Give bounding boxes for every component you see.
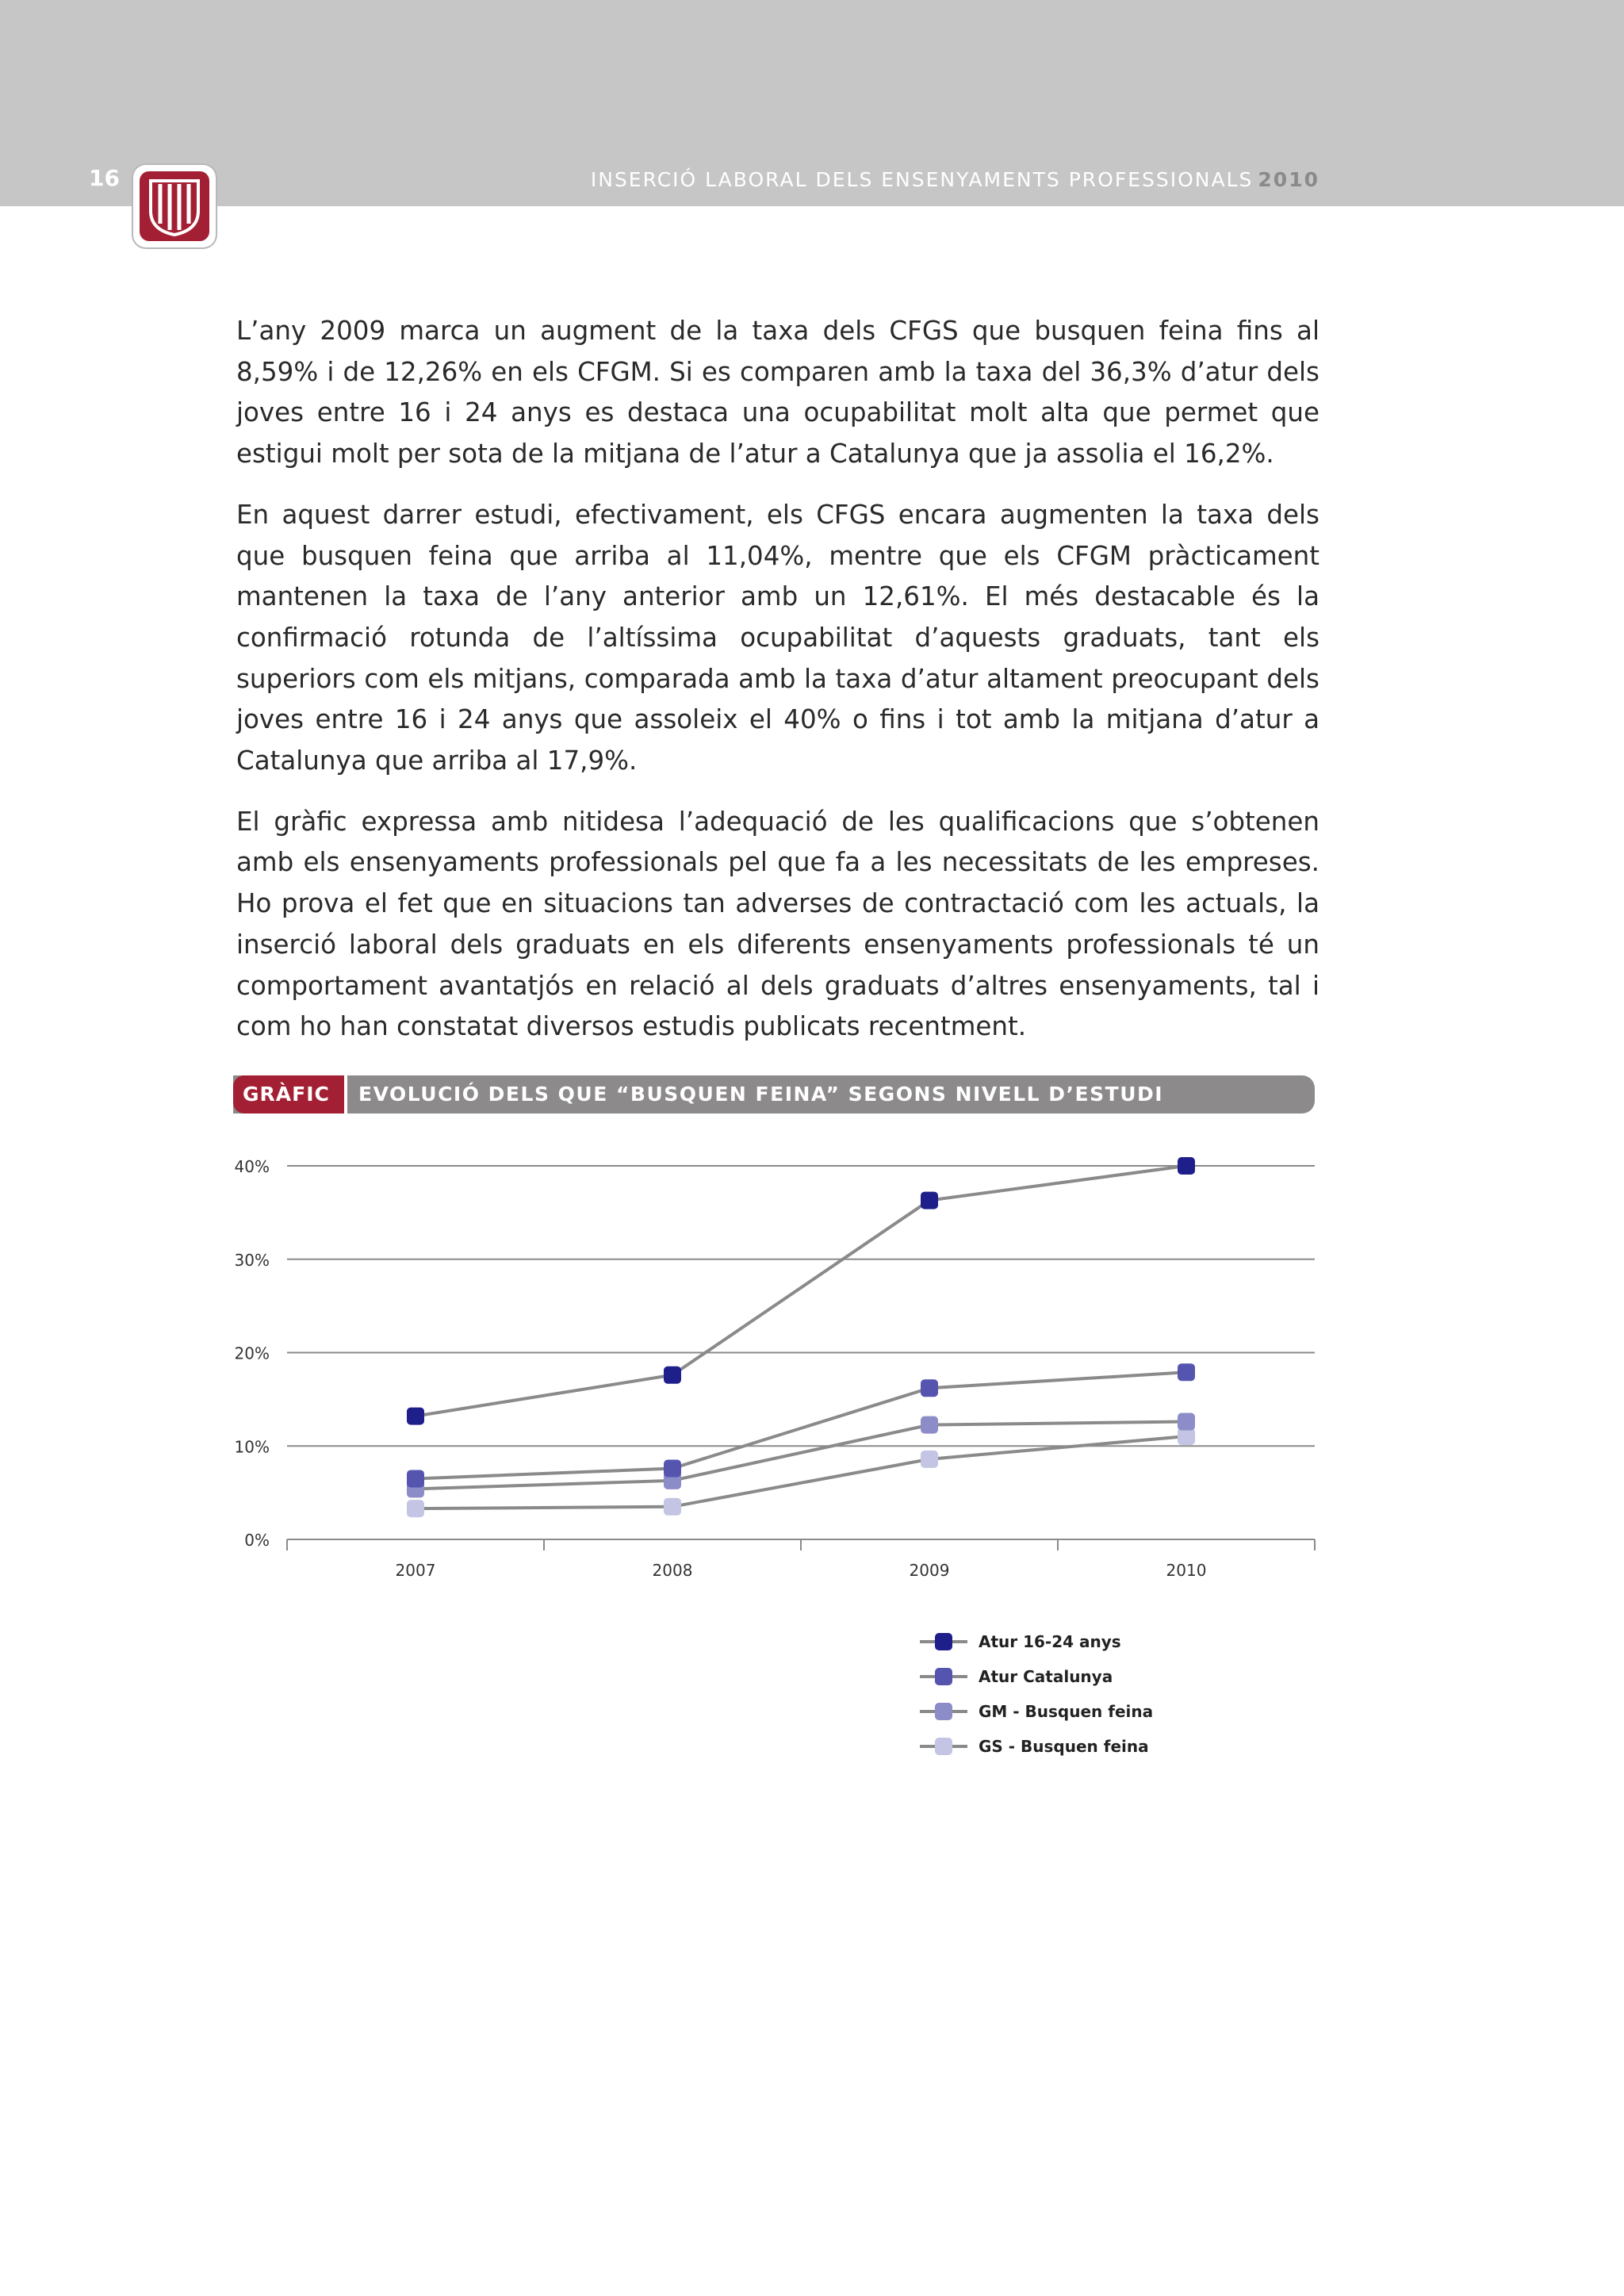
legend-marker <box>935 1703 952 1720</box>
paragraph-1: L’any 2009 marca un augment de la taxa dels CFGS que busquen feina fins al 8,59% i de 12,26% en els CFGM. Si es comparen amb la taxa del 36,3% d’atur dels joves entre 16 i 24 anys es destaca una ocupabilitat molt alta que permet que estigui molt per sota de la mitjana de l’atur a Catalunya que ja assolia el 16,2%. <box>236 316 1320 470</box>
chart-title: EVOLUCIÓ DELS QUE “BUSQUEN FEINA” SEGONS NIVELL D’ESTUDI <box>358 1083 1164 1106</box>
series-line <box>416 1436 1186 1508</box>
data-point <box>921 1451 938 1468</box>
data-point <box>664 1366 681 1384</box>
x-tick-label: 2009 <box>909 1561 950 1580</box>
data-point <box>664 1460 681 1478</box>
header-year: 2010 <box>1258 168 1320 191</box>
legend-label: GM - Busquen feina <box>979 1702 1154 1721</box>
legend-marker <box>935 1633 952 1650</box>
series-line <box>416 1422 1186 1489</box>
data-point <box>664 1498 681 1516</box>
header-title-text: INSERCIÓ LABORAL DELS ENSENYAMENTS PROFESSIONALS <box>590 168 1254 191</box>
data-point <box>407 1470 424 1487</box>
paragraph-3: El gràfic expressa amb nitidesa l’adequació de les qualificacions que s’obtenen amb els ensenyaments professionals pel que fa a les necessitats de les empreses. Ho prova el fet que en situacions tan adverses de contractació com les actuals, la inserció laboral dels graduats en els diferents ensenyaments professionals té un comportament avantatjós en relació al dels graduats d’altres ensenyaments, tal i com ho han constatat diversos estudis publicats recentment. <box>236 806 1320 1042</box>
x-tick-label: 2010 <box>1166 1561 1207 1580</box>
y-tick-label: 20% <box>234 1343 270 1363</box>
page-number: 16 <box>89 165 120 191</box>
legend-label: Atur Catalunya <box>979 1667 1113 1686</box>
x-tick-label: 2007 <box>395 1561 436 1580</box>
paragraph-2: En aquest darrer estudi, efectivament, els CFGS encara augmenten la taxa dels que busquen feina que arriba al 11,04%, mentre que els CFGM pràcticament mantenen la taxa de l’any anterior amb un 12,61%. El més destacable és la confirmació rotunda de l’altíssima ocupabilitat d’aquests graduats, tant els superiors com els mitjans, comparada amb la taxa d’atur altament preocupant dels joves entre 16 i 24 anys que assoleix el 40% o fins i tot amb la mitjana d’atur a Catalunya que arriba al 17,9%. <box>236 499 1320 776</box>
data-point <box>921 1379 938 1397</box>
data-point <box>407 1500 424 1517</box>
y-tick-label: 30% <box>234 1250 270 1270</box>
data-point <box>921 1416 938 1434</box>
data-point <box>921 1192 938 1209</box>
legend-marker <box>935 1738 952 1755</box>
data-point <box>407 1408 424 1425</box>
y-tick-label: 10% <box>234 1437 270 1457</box>
data-point <box>1178 1413 1195 1431</box>
data-point <box>1178 1363 1195 1381</box>
chart-tag: GRÀFIC 4 <box>233 1075 347 1114</box>
legend-label: Atur 16-24 anys <box>979 1632 1121 1651</box>
legend-label: GS - Busquen feina <box>979 1737 1149 1756</box>
y-tick-label: 0% <box>244 1531 270 1550</box>
x-tick-label: 2008 <box>652 1561 693 1580</box>
legend-marker <box>935 1668 952 1685</box>
y-tick-label: 40% <box>234 1157 270 1176</box>
series-line <box>416 1372 1186 1478</box>
data-point <box>1178 1157 1195 1175</box>
